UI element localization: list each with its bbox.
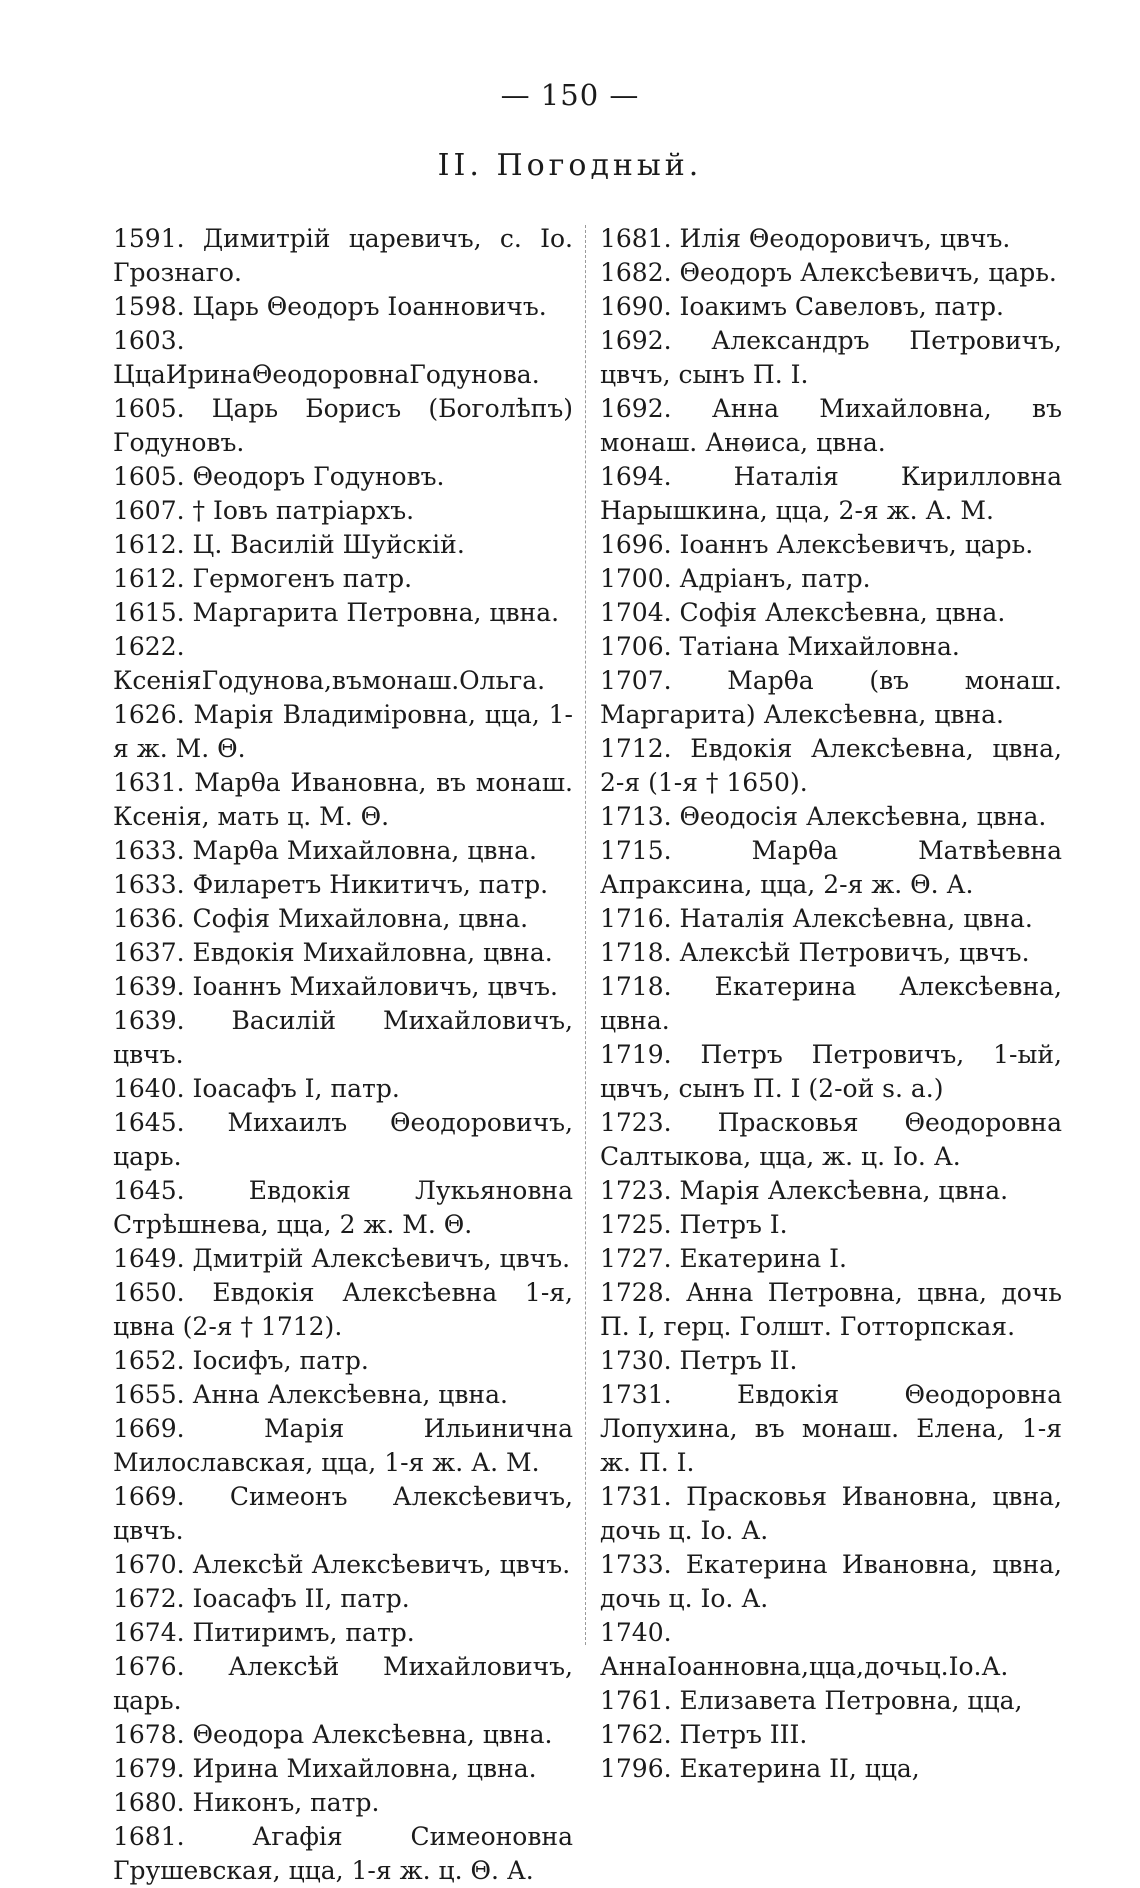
list-item: 1622. КсеніяГодунова,въмонаш.Ольга.	[113, 632, 546, 695]
list-item: 1681. Илія Θеодоровичъ, цвчъ.	[600, 224, 1011, 253]
list-item: 1727. Екатерина I.	[600, 1244, 847, 1273]
list-item: 1640. Іоасафъ I, патр.	[113, 1074, 400, 1103]
list-item: 1605. Θеодоръ Годуновъ.	[113, 462, 445, 491]
column-divider	[585, 225, 586, 1645]
list-item: 1690. Іоакимъ Савеловъ, патр.	[600, 292, 1004, 321]
list-item: 1682. Θеодоръ Алексѣевичъ, царь.	[600, 258, 1057, 287]
list-item: 1645. Михаилъ Θеодоровичъ, царь.	[113, 1108, 573, 1171]
list-item: 1633. Марθа Михайловна, цвна.	[113, 836, 537, 865]
list-item: 1649. Дмитрій Алексѣевичъ, цвчъ.	[113, 1244, 571, 1273]
list-item: 1626. Марія Владиміровна, цца, 1-я ж. М. Θ.	[113, 700, 573, 763]
list-item: 1740. АннаІоанновна,цца,дочьц.Іо.А.	[600, 1618, 1009, 1681]
list-item: 1676. Алексѣй Михайловичъ, царь.	[113, 1652, 573, 1715]
list-item: 1603. ЦцаИринаΘеодоровнаГодунова.	[113, 326, 540, 389]
list-item: 1615. Маргарита Петровна, цвна.	[113, 598, 560, 627]
list-item: 1719. Петръ Петровичъ, 1-ый, цвчъ, сынъ П. I (2-ой s. a.)	[600, 1040, 1062, 1103]
list-item: 1605. Царь Борисъ (Боголѣпъ) Годуновъ.	[113, 394, 573, 457]
list-item: 1713. Θеодосія Алексѣевна, цвна.	[600, 802, 1047, 831]
list-item: 1723. Марія Алексѣевна, цвна.	[600, 1176, 1009, 1205]
list-item: 1607. † Іовъ патріархъ.	[113, 496, 415, 525]
list-item: 1639. Василій Михайловичъ, цвчъ.	[113, 1006, 573, 1069]
list-item: 1650. Евдокія Алексѣевна 1-я, цвна (2-я † 1712).	[113, 1278, 573, 1341]
list-item: 1718. Алексѣй Петровичъ, цвчъ.	[600, 938, 1030, 967]
list-item: 1598. Царь Θеодоръ Іоанновичъ.	[113, 292, 547, 321]
list-item: 1680. Никонъ, патр.	[113, 1788, 380, 1817]
list-item: 1725. Петръ I.	[600, 1210, 788, 1239]
list-item: 1694. Наталія Кирилловна Нарышкина, цца, 2-я ж. А. М.	[600, 462, 1062, 525]
list-item: 1712. Евдокія Алексѣевна, цвна, 2-я (1-я † 1650).	[600, 734, 1062, 797]
list-item: 1672. Іоасафъ II, патр.	[113, 1584, 410, 1613]
list-item: 1728. Анна Петровна, цвна, дочь П. I, герц. Голшт. Готторпская.	[600, 1278, 1062, 1341]
list-item: 1669. Марія Ильинична Милославская, цца, 1-я ж. А. М.	[113, 1414, 573, 1477]
list-item: 1612. Ц. Василій Шуйскій.	[113, 530, 465, 559]
list-item: 1678. Θеодора Алексѣевна, цвна.	[113, 1720, 553, 1749]
list-item: 1652. Іосифъ, патр.	[113, 1346, 369, 1375]
section-title: II. Погодный.	[437, 148, 703, 183]
list-item: 1700. Адріанъ, патр.	[600, 564, 871, 593]
list-item: 1796. Екатерина II, цца,	[600, 1754, 920, 1783]
list-item: 1669. Симеонъ Алексѣевичъ, цвчъ.	[113, 1482, 573, 1545]
list-item: 1655. Анна Алексѣевна, цвна.	[113, 1380, 508, 1409]
list-item: 1645. Евдокія Лукьяновна Стрѣшнева, цца, 2 ж. М. Θ.	[113, 1176, 573, 1239]
list-item: 1706. Татіана Михайловна.	[600, 632, 960, 661]
list-item: 1692. Александръ Петровичъ, цвчъ, сынъ П. I.	[600, 326, 1062, 389]
list-item: 1731. Прасковья Ивановна, цвна, дочь ц. Іо. А.	[600, 1482, 1062, 1545]
list-item: 1639. Іоаннъ Михайловичъ, цвчъ.	[113, 972, 558, 1001]
list-item: 1718. Екатерина Алексѣевна, цвна.	[600, 972, 1062, 1035]
list-item: 1762. Петръ III.	[600, 1720, 808, 1749]
list-item: 1633. Филаретъ Никитичъ, патр.	[113, 870, 549, 899]
list-item: 1670. Алексѣй Алексѣевичъ, цвчъ.	[113, 1550, 571, 1579]
list-item: 1730. Петръ II.	[600, 1346, 798, 1375]
list-item: 1636. Софія Михайловна, цвна.	[113, 904, 529, 933]
list-item: 1716. Наталія Алексѣевна, цвна.	[600, 904, 1033, 933]
list-item: 1631. Марθа Ивановна, въ монаш. Ксенія, мать ц. М. Θ.	[113, 768, 573, 831]
right-column	[600, 222, 1062, 1786]
list-item: 1715. Марθа Матвѣевна Апраксина, цца, 2-я ж. Θ. А.	[600, 836, 1062, 899]
left-column	[113, 222, 573, 1888]
list-item: 1674. Питиримъ, патр.	[113, 1618, 415, 1647]
list-item: 1696. Іоаннъ Алексѣевичъ, царь.	[600, 530, 1034, 559]
list-item: 1679. Ирина Михайловна, цвна.	[113, 1754, 537, 1783]
list-item: 1733. Екатерина Ивановна, цвна, дочь ц. Іо. А.	[600, 1550, 1062, 1613]
list-item: 1731. Евдокія Θеодоровна Лопухина, въ монаш. Елена, 1-я ж. П. I.	[600, 1380, 1062, 1477]
list-item: 1707. Марθа (въ монаш. Маргарита) Алексѣевна, цвна.	[600, 666, 1062, 729]
list-item: 1692. Анна Михайловна, въ монаш. Анѳиса, цвна.	[600, 394, 1062, 457]
list-item: 1723. Прасковья Θеодоровна Салтыкова, цца, ж. ц. Іо. А.	[600, 1108, 1062, 1171]
list-item: 1761. Елизавета Петровна, цца,	[600, 1686, 1023, 1715]
page-number: — 150 —	[500, 78, 640, 112]
list-item: 1704. Софія Алексѣевна, цвна.	[600, 598, 1006, 627]
list-item: 1681. Агафія Симеоновна Грушевская, цца, 1-я ж. ц. Θ. А.	[113, 1822, 573, 1885]
list-item: 1637. Евдокія Михайловна, цвна.	[113, 938, 553, 967]
list-item: 1612. Гермогенъ патр.	[113, 564, 413, 593]
list-item: 1591. Димитрій царевичъ, с. Іо. Грознаго.	[113, 224, 573, 287]
